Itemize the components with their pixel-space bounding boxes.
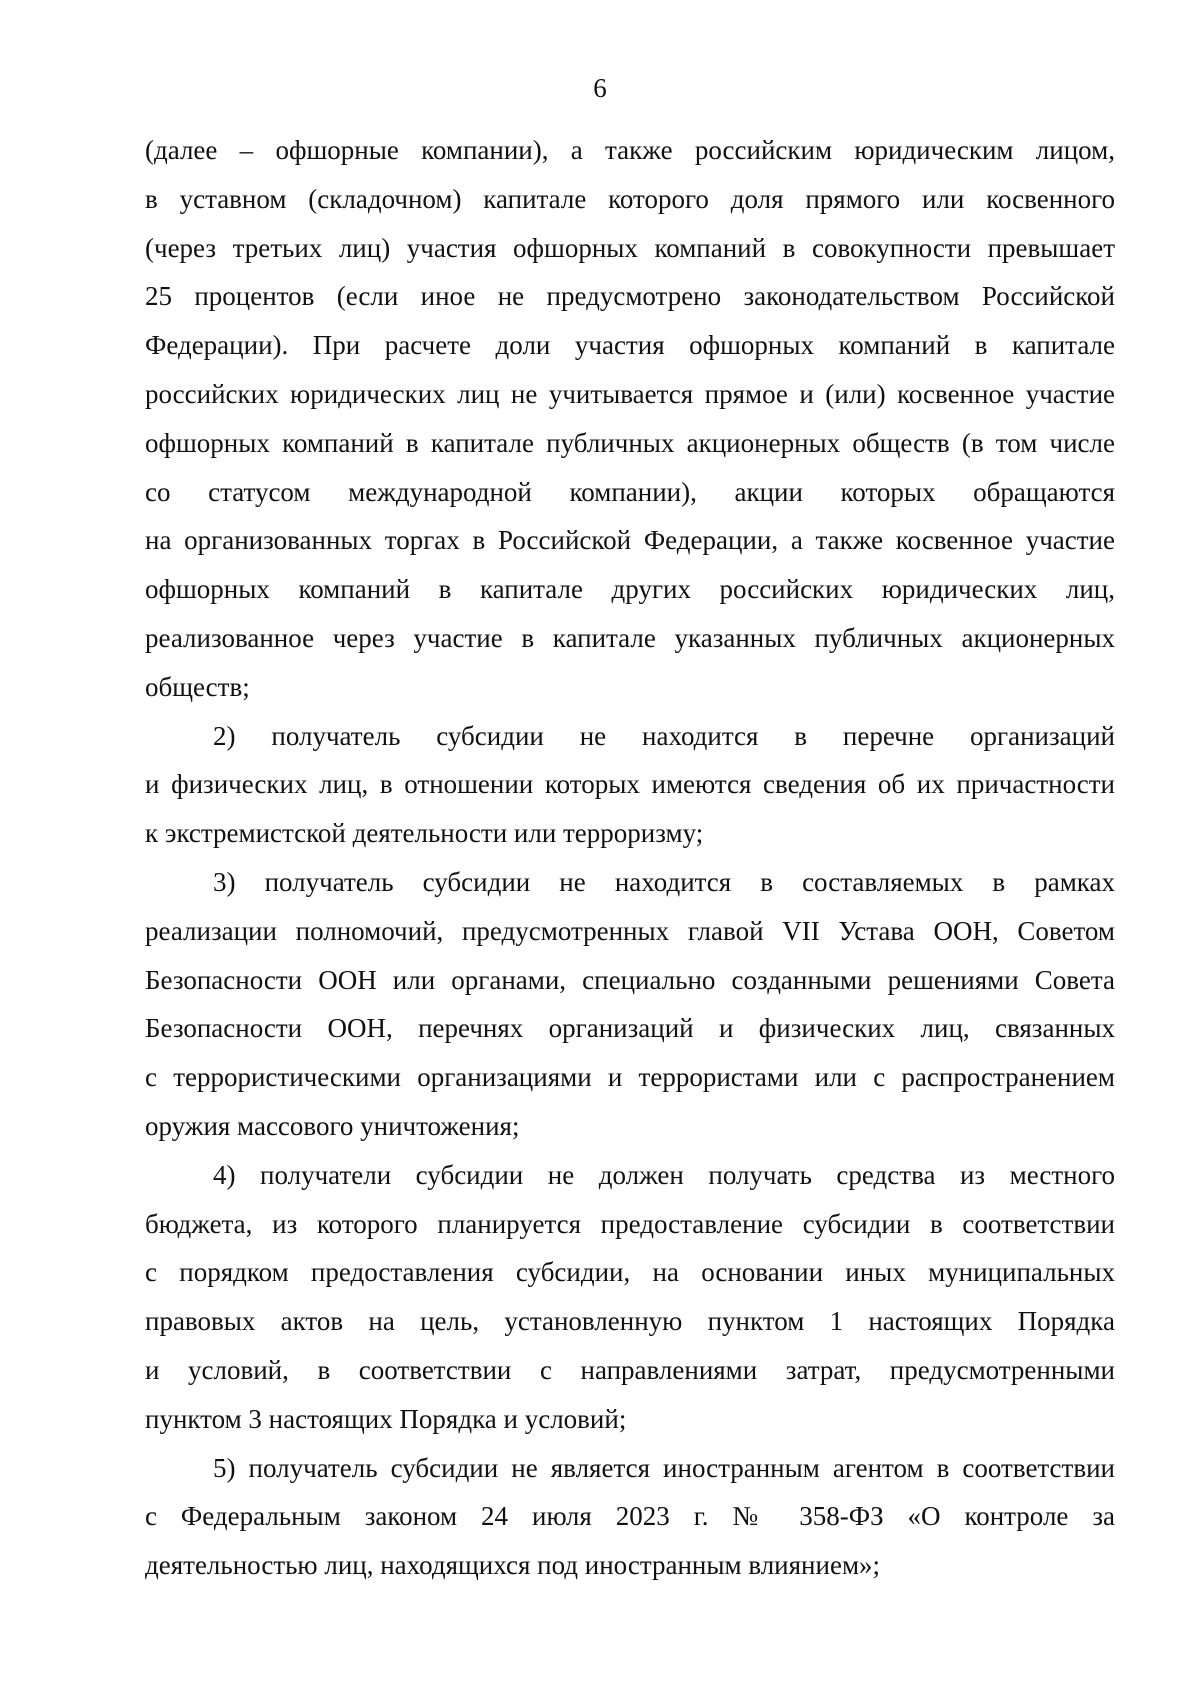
- item-3-line: Безопасности ООН, перечнях организаций и физических лиц, связанных: [145, 1013, 1115, 1044]
- paragraph-continuation-line: офшорных компаний в капитале других российских юридических лиц,: [145, 574, 1115, 605]
- paragraph-continuation-line: реализованное через участие в капитале указанных публичных акционерных: [145, 622, 1115, 653]
- item-2-line: и физических лиц, в отношении которых имеются сведения об их причастности: [145, 769, 1115, 800]
- item-4-line: 4) получатели субсидии не должен получать средства из местного: [213, 1159, 1115, 1190]
- item-5-line: с Федеральным законом 24 июля 2023 г. № 358-ФЗ «О контроле за: [145, 1501, 1115, 1532]
- item-5-line: деятельностью лиц, находящихся под иностранным влиянием»;: [145, 1550, 881, 1581]
- page-number: 6: [593, 73, 607, 103]
- paragraph-continuation-line: со статусом международной компании), акции которых обращаются: [145, 476, 1115, 507]
- item-3-line: оружия массового уничтожения;: [145, 1110, 520, 1141]
- paragraph-continuation-line: (далее – офшорные компании), а также российским юридическим лицом,: [145, 135, 1115, 165]
- paragraph-continuation-line: российских юридических лиц не учитывается прямое и (или) косвенное участие: [145, 378, 1115, 409]
- document-body: [145, 126, 1115, 1590]
- item-2-line: 2) получатель субсидии не находится в перечне организаций: [213, 720, 1115, 751]
- paragraph-continuation-line: 25 процентов (если иное не предусмотрено законодательством Российской: [145, 281, 1115, 312]
- paragraph-continuation-line: офшорных компаний в капитале публичных акционерных обществ (в том числе: [145, 427, 1115, 458]
- item-4-line: бюджета, из которого планируется предоставление субсидии в соответствии: [145, 1208, 1115, 1239]
- paragraph-continuation-line: обществ;: [145, 671, 250, 702]
- paragraph-continuation-line: Федерации). При расчете доли участия офшорных компаний в капитале: [145, 330, 1115, 361]
- item-2-line: к экстремистской деятельности или терроризму;: [145, 818, 704, 849]
- item-4-line: пунктом 3 настоящих Порядка и условий;: [145, 1403, 627, 1434]
- item-3-line: с террористическими организациями и террористами или с распространением: [145, 1062, 1115, 1093]
- paragraph-continuation-line: в уставном (складочном) капитале которого доля прямого или косвенного: [145, 183, 1115, 214]
- paragraph-continuation-line: на организованных торгах в Российской Федерации, а также косвенное участие: [145, 525, 1115, 556]
- item-3-line: Безопасности ООН или органами, специально созданными решениями Совета: [145, 964, 1115, 995]
- paragraph-continuation-line: (через третьих лиц) участия офшорных компаний в совокупности превышает: [145, 232, 1115, 263]
- item-5-line: 5) получатель субсидии не является иностранным агентом в соответствии: [213, 1452, 1115, 1483]
- item-4-line: правовых актов на цель, установленную пунктом 1 настоящих Порядка: [145, 1306, 1115, 1337]
- item-4-line: с порядком предоставления субсидии, на основании иных муниципальных: [145, 1257, 1115, 1288]
- item-3-line: реализации полномочий, предусмотренных главой VII Устава ООН, Советом: [145, 915, 1115, 946]
- item-4-line: и условий, в соответствии с направлениями затрат, предусмотренными: [145, 1354, 1115, 1385]
- item-3-line: 3) получатель субсидии не находится в составляемых в рамках: [213, 866, 1115, 897]
